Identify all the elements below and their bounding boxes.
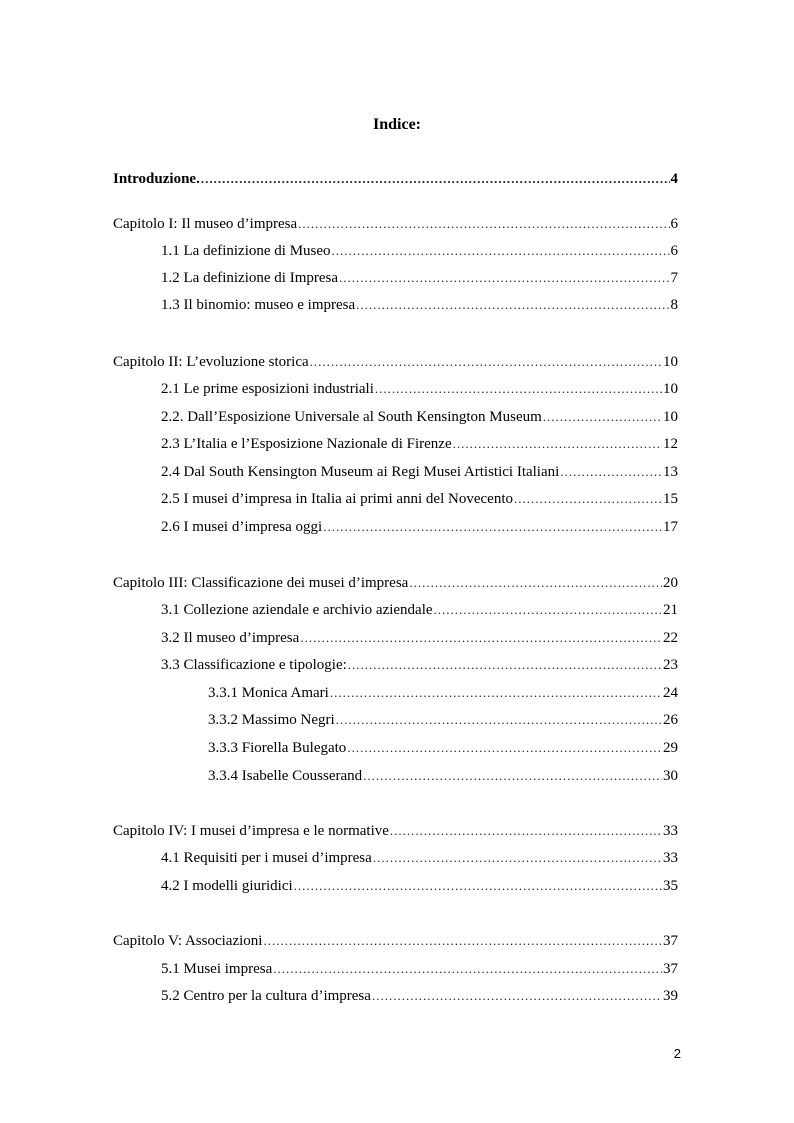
toc-entry-section — [161, 435, 678, 453]
toc-entry-chapter-1 — [113, 215, 678, 233]
toc-entry-subsection — [208, 684, 678, 702]
toc-entry-label: 4.1 Requisiti per i musei d’impresa — [161, 850, 372, 866]
toc-entry-label: 3.3.3 Fiorella Bulegato — [208, 740, 347, 756]
toc-entry-page: 23 — [663, 657, 678, 673]
toc-entry-section — [161, 960, 678, 978]
toc-entry-page: 26 — [663, 712, 678, 728]
toc-dot-leader — [560, 463, 662, 481]
toc-entry-page: 33 — [663, 850, 678, 866]
toc-dot-leader — [310, 353, 662, 371]
toc-dot-leader — [336, 711, 662, 729]
toc-entry-page: 6 — [670, 243, 678, 259]
toc-entry-label: 3.1 Collezione aziendale e archivio aziendale — [161, 602, 433, 618]
toc-entry-section — [161, 877, 678, 895]
toc-entry-label: Capitolo V: Associazioni — [113, 933, 263, 949]
toc-dot-leader — [339, 269, 669, 287]
toc-dot-leader — [409, 574, 662, 592]
toc-entry-label: 1.2 La definizione di Impresa — [161, 270, 339, 286]
toc-entry-page: 37 — [663, 961, 678, 977]
toc-entry-chapter-4 — [113, 822, 678, 840]
toc-entry-page: 8 — [670, 297, 678, 313]
toc-dot-leader — [434, 601, 662, 619]
toc-entry-section — [161, 629, 678, 647]
toc-entry-page: 33 — [663, 823, 678, 839]
page-number: 2 — [673, 1046, 681, 1061]
toc-dot-leader — [330, 684, 662, 702]
toc-entry-label: 3.3.1 Monica Amari — [208, 685, 329, 701]
toc-entry-label: 2.5 I musei d’impresa in Italia ai primi anni del Novecento — [161, 491, 513, 507]
toc-entry-section — [161, 269, 678, 287]
toc-entry-page: 35 — [663, 878, 678, 894]
toc-entry-label: 1.1 La definizione di Museo — [161, 243, 331, 259]
toc-entry-subsection — [208, 739, 678, 757]
toc-entry-section — [161, 408, 678, 426]
toc-dot-leader — [514, 490, 662, 508]
toc-entry-page: 6 — [670, 216, 678, 232]
toc-entry-page: 30 — [663, 768, 678, 784]
toc-dot-leader — [363, 767, 662, 785]
toc-entry-introduction — [113, 170, 678, 188]
toc-entry-page: 4 — [670, 171, 678, 187]
toc-entry-page: 29 — [663, 740, 678, 756]
toc-entry-section — [161, 518, 678, 536]
toc-entry-page: 22 — [663, 630, 678, 646]
page-title: Indice: — [373, 116, 421, 133]
toc-entry-label: Capitolo I: Il museo d’impresa — [113, 216, 298, 232]
toc-entry-label: 3.3.4 Isabelle Cousserand — [208, 768, 363, 784]
toc-entry-section — [161, 601, 678, 619]
toc-entry-page: 17 — [663, 519, 678, 535]
toc-dot-leader — [543, 408, 662, 426]
toc-entry-label: 3.3 Classificazione e tipologie: — [161, 657, 347, 673]
toc-entry-page: 10 — [663, 409, 678, 425]
toc-entry-page: 21 — [663, 602, 678, 618]
toc-entry-section — [161, 380, 678, 398]
toc-dot-leader — [273, 960, 662, 978]
toc-entry-chapter-5 — [113, 932, 678, 950]
toc-entry-chapter-3 — [113, 574, 678, 592]
toc-entry-section — [161, 849, 678, 867]
toc-entry-section — [161, 656, 678, 674]
toc-entry-label: 3.2 Il museo d’impresa — [161, 630, 300, 646]
toc-dot-leader — [356, 296, 669, 314]
toc-entry-page: 20 — [663, 575, 678, 591]
toc-entry-subsection — [208, 767, 678, 785]
toc-entry-label: Introduzione. — [113, 171, 200, 187]
toc-entry-label: 5.2 Centro per la cultura d’impresa — [161, 988, 371, 1004]
toc-entry-label: 2.4 Dal South Kensington Museum ai Regi Musei Artistici Italiani — [161, 464, 560, 480]
toc-dot-leader — [300, 629, 662, 647]
toc-entry-page: 7 — [670, 270, 678, 286]
toc-dot-leader — [347, 739, 662, 757]
toc-entry-label: 2.1 Le prime esposizioni industriali — [161, 381, 374, 397]
toc-dot-leader — [375, 380, 662, 398]
toc-entry-label: 4.2 I modelli giuridici — [161, 878, 293, 894]
toc-entry-page: 24 — [663, 685, 678, 701]
toc-entry-section — [161, 242, 678, 260]
toc-entry-label: Capitolo III: Classificazione dei musei d’impresa — [113, 575, 409, 591]
toc-dot-leader — [348, 656, 662, 674]
toc-entry-label: 2.6 I musei d’impresa oggi — [161, 519, 323, 535]
toc-entry-page: 12 — [663, 436, 678, 452]
toc-dot-leader — [373, 849, 662, 867]
toc-entry-page: 13 — [663, 464, 678, 480]
toc-dot-leader — [201, 170, 670, 188]
toc-entry-chapter-2 — [113, 353, 678, 371]
toc-entry-label: 2.2. Dall’Esposizione Universale al South Kensington Museum — [161, 409, 542, 425]
toc-dot-leader — [294, 877, 662, 895]
toc-dot-leader — [323, 518, 662, 536]
toc-entry-subsection — [208, 711, 678, 729]
toc-entry-section — [161, 987, 678, 1005]
toc-dot-leader — [453, 435, 662, 453]
toc-entry-section — [161, 490, 678, 508]
toc-entry-page: 39 — [663, 988, 678, 1004]
toc-entry-page: 37 — [663, 933, 678, 949]
toc-entry-label: 3.3.2 Massimo Negri — [208, 712, 335, 728]
toc-entry-page: 15 — [663, 491, 678, 507]
toc-entry-section — [161, 463, 678, 481]
toc-entry-label: 2.3 L’Italia e l’Esposizione Nazionale di Firenze — [161, 436, 452, 452]
toc-entry-label: 5.1 Musei impresa — [161, 961, 273, 977]
toc-entry-label: Capitolo II: L’evoluzione storica — [113, 354, 309, 370]
toc-entry-section — [161, 296, 678, 314]
toc-entry-page: 10 — [663, 381, 678, 397]
toc-entry-label: Capitolo IV: I musei d’impresa e le normative — [113, 823, 389, 839]
toc-dot-leader — [390, 822, 662, 840]
toc-dot-leader — [372, 987, 662, 1005]
toc-entry-label: 1.3 Il binomio: museo e impresa — [161, 297, 356, 313]
toc-dot-leader — [298, 215, 669, 233]
toc-dot-leader — [263, 932, 662, 950]
toc-dot-leader — [332, 242, 670, 260]
toc-entry-page: 10 — [663, 354, 678, 370]
